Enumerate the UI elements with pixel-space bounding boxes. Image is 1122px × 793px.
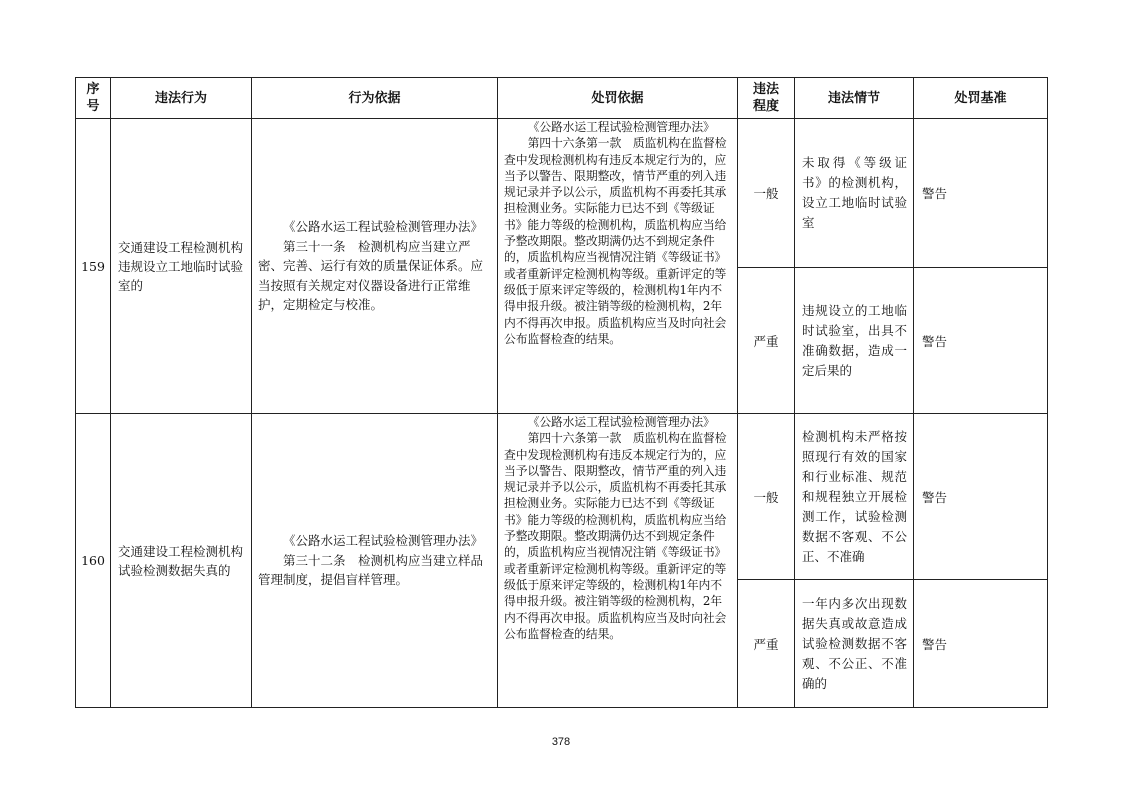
header-degree: 违法程度 (738, 78, 795, 119)
penalty-basis (498, 119, 738, 414)
act-basis-law: 《公路水运工程试验检测管理办法》 (283, 533, 484, 549)
header-violation: 违法行为 (111, 78, 252, 119)
standard-serious: 警告 (914, 580, 1048, 708)
regulation-table (75, 77, 1048, 708)
act-basis-article: 第三十一条 检测机构应当建立严密、完善、运行有效的质量保证体系。应当按照有关规定对仪器设备进行正常维护，定期检定与校准。 (258, 238, 484, 313)
page-number: 378 (551, 736, 571, 748)
violation-text: 交通建设工程检测机构试验检测数据失真的 (111, 414, 252, 708)
penalty-basis-law: 《公路水运工程试验检测管理办法》 (527, 415, 715, 429)
degree-general: 一般 (738, 414, 795, 580)
penalty-basis-article: 第四十六条第一款 质监机构在监督检查中发现检测机构有违反本规定行为的，应当予以警告、限期整改，情节严重的列入违规记录并予以公示，质监机构不再委托其承担检测业务。实际能力已达不到《等级证书》能力等级的检测机构，质监机构应当给予整改期限。整改期满仍达不到规定条件的，质监机构应当视情况注销《等级证书》或者重新评定检测机构等级。重新评定的等级低于原来评定等级的，检测机构1年内不得申报升级。被注销等级的检测机构，2年内不得再次申报。质监机构应当及时向社会公布监督检查的结果。 (504, 136, 727, 346)
table-header-row (76, 78, 1048, 119)
degree-serious: 严重 (738, 268, 795, 414)
row-serial-number: 159 (76, 119, 111, 414)
table-row (76, 414, 1048, 580)
header-circumstance: 违法情节 (795, 78, 914, 119)
degree-serious: 严重 (738, 580, 795, 708)
penalty-basis (498, 414, 738, 708)
header-penalty-basis: 处罚依据 (498, 78, 738, 119)
standard-general: 警告 (914, 414, 1048, 580)
violation-text: 交通建设工程检测机构违规设立工地临时试验室的 (111, 119, 252, 414)
circumstance-serious: 违规设立的工地临时试验室，出具不准确数据，造成一定后果的 (795, 268, 914, 414)
standard-serious: 警告 (914, 268, 1048, 414)
act-basis (252, 119, 498, 414)
circumstance-general: 检测机构未严格按照现行有效的国家和行业标准、规范和规程独立开展检测工作，试验检测数据不客观、不公正、不准确 (795, 414, 914, 580)
row-serial-number: 160 (76, 414, 111, 708)
header-standard: 处罚基准 (914, 78, 1048, 119)
circumstance-general: 未取得《等级证书》的检测机构，设立工地临时试验室 (795, 119, 914, 268)
header-serial-number: 序号 (76, 78, 111, 119)
act-basis-article: 第三十二条 检测机构应当建立样品管理制度，提倡盲样管理。 (258, 552, 484, 588)
table-row (76, 119, 1048, 268)
penalty-basis-law: 《公路水运工程试验检测管理办法》 (527, 120, 715, 134)
penalty-basis-article: 第四十六条第一款 质监机构在监督检查中发现检测机构有违反本规定行为的，应当予以警告、限期整改，情节严重的列入违规记录并予以公示，质监机构不再委托其承担检测业务。实际能力已达不到《等级证书》能力等级的检测机构，质监机构应当给予整改期限。整改期满仍达不到规定条件的，质监机构应当视情况注销《等级证书》或者重新评定检测机构等级。重新评定的等级低于原来评定等级的，检测机构1年内不得申报升级。被注销等级的检测机构，2年内不得再次申报。质监机构应当及时向社会公布监督检查的结果。 (504, 431, 727, 641)
circumstance-serious: 一年内多次出现数据失真或故意造成试验检测数据不客观、不公正、不准确的 (795, 580, 914, 708)
act-basis (252, 414, 498, 708)
act-basis-law: 《公路水运工程试验检测管理办法》 (283, 219, 484, 235)
degree-general: 一般 (738, 119, 795, 268)
standard-general: 警告 (914, 119, 1048, 268)
header-act-basis: 行为依据 (252, 78, 498, 119)
